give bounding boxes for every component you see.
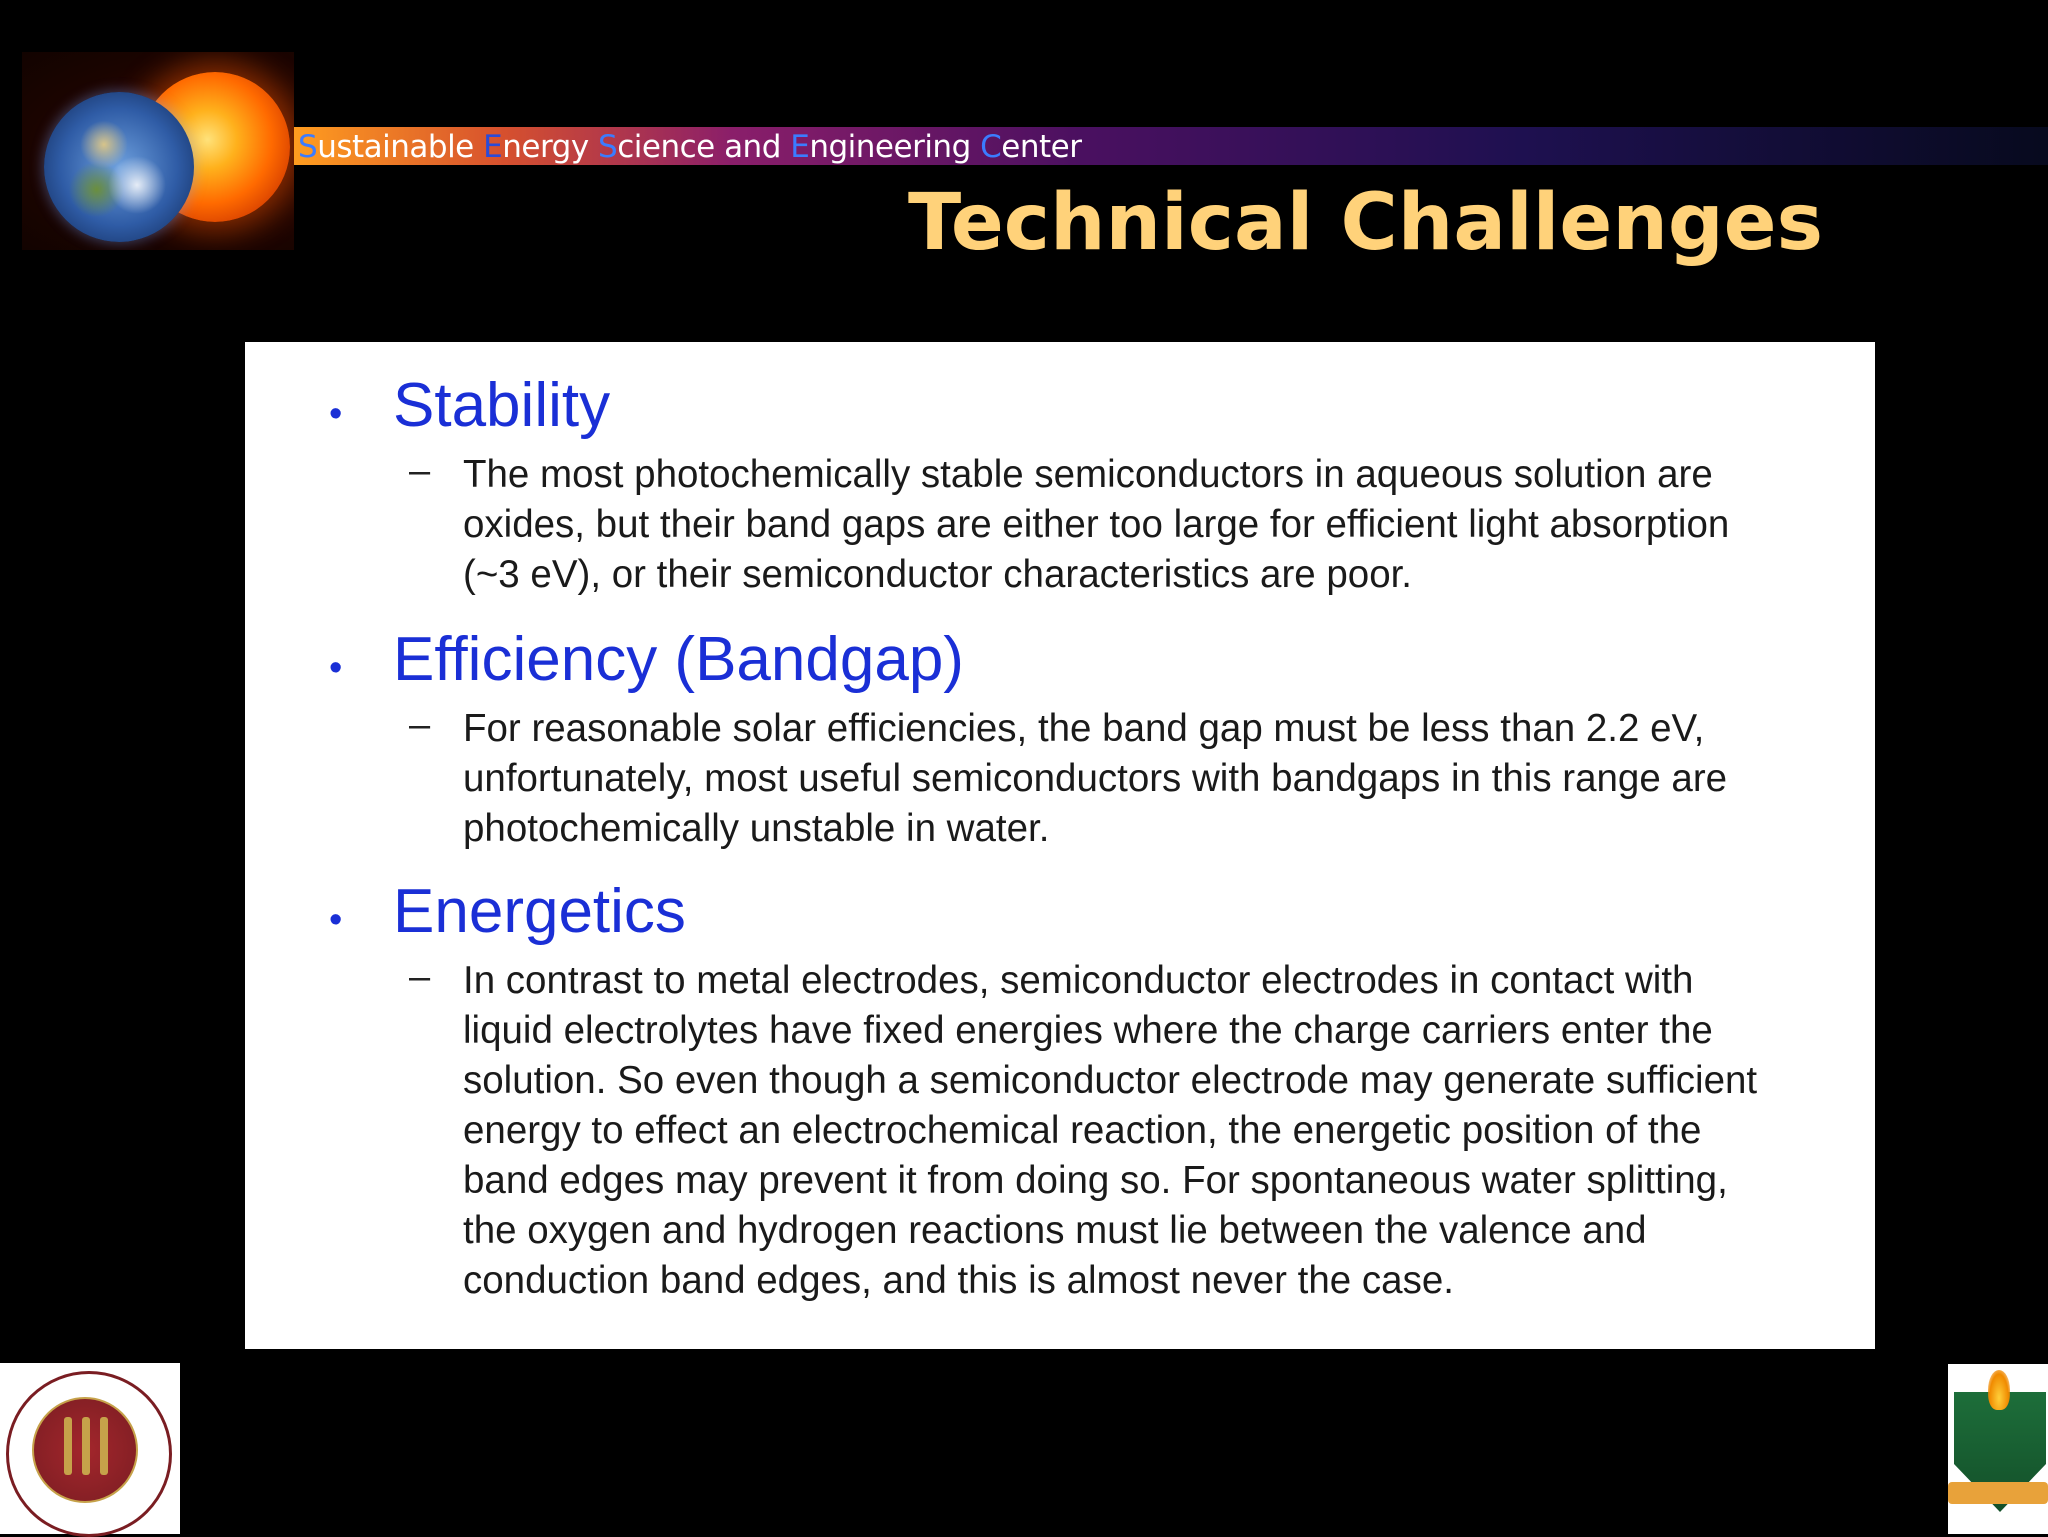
- torch-icon: [64, 1417, 72, 1475]
- sub-item-text: [463, 956, 1863, 1306]
- crest-banner: [1948, 1482, 2048, 1504]
- bullet-stability: [329, 370, 610, 441]
- text-line: photochemically unstable in water.: [463, 807, 1050, 850]
- dash-icon: –: [409, 450, 431, 492]
- sub-item-energetics: [409, 956, 1863, 1306]
- flame-icon: [1988, 1370, 2010, 1410]
- text-line: (~3 eV), or their semiconductor characteristics are poor.: [463, 553, 1413, 596]
- bullet-efficiency: [329, 624, 964, 695]
- organization-name: [298, 129, 1081, 165]
- bullet-heading: Efficiency (Bandgap): [393, 625, 964, 694]
- org-name-word: enter: [1001, 129, 1082, 165]
- org-name-initial: S: [598, 129, 618, 165]
- text-line: solution. So even though a semiconductor electrode may generate sufficient: [463, 1059, 1758, 1102]
- org-name-initial: E: [790, 129, 810, 165]
- content-panel: [245, 342, 1875, 1349]
- slide-title: Technical Challenges: [908, 178, 1824, 268]
- text-line: liquid electrolytes have fixed energies where the charge carriers enter the: [463, 1009, 1713, 1052]
- sseec-logo: [22, 52, 294, 250]
- sub-item-text: [463, 450, 1863, 600]
- seal-center: [32, 1397, 138, 1503]
- org-name-word: cience and: [617, 129, 791, 165]
- text-line: unfortunately, most useful semiconductors with bandgaps in this range are: [463, 757, 1728, 800]
- bullet-energetics: [329, 876, 686, 947]
- org-name-word: ustainable: [317, 129, 484, 165]
- org-name-initial: S: [298, 129, 318, 165]
- text-line: energy to effect an electrochemical reaction, the energetic position of the: [463, 1109, 1702, 1152]
- sub-item-efficiency: [409, 704, 1863, 854]
- org-name-word: nergy: [502, 129, 599, 165]
- famu-crest-logo: [1948, 1364, 2048, 1534]
- bullet-icon: •: [329, 899, 343, 941]
- torch-icon: [82, 1417, 90, 1475]
- org-name-word: ngineering: [809, 129, 981, 165]
- org-name-initial: E: [483, 129, 503, 165]
- header-band: [294, 127, 2048, 165]
- sub-item-text: [463, 704, 1863, 854]
- text-line: band edges may prevent it from doing so. For spontaneous water splitting,: [463, 1159, 1728, 1202]
- dash-icon: –: [409, 704, 431, 746]
- dash-icon: –: [409, 956, 431, 998]
- bullet-icon: •: [329, 393, 343, 435]
- sub-item-stability: [409, 450, 1863, 600]
- text-line: In contrast to metal electrodes, semiconductor electrodes in contact with: [463, 959, 1694, 1002]
- org-name-initial: C: [980, 129, 1002, 165]
- bullet-heading: Energetics: [393, 877, 686, 946]
- bullet-heading: Stability: [393, 371, 611, 440]
- earth-image: [44, 92, 194, 242]
- text-line: oxides, but their band gaps are either too large for efficient light absorption: [463, 503, 1730, 546]
- text-line: For reasonable solar efficiencies, the band gap must be less than 2.2 eV,: [463, 707, 1705, 750]
- text-line: the oxygen and hydrogen reactions must lie between the valence and: [463, 1209, 1647, 1252]
- torch-icon: [100, 1417, 108, 1475]
- bullet-icon: •: [329, 647, 343, 689]
- fsu-seal-logo: [0, 1363, 180, 1534]
- text-line: The most photochemically stable semiconductors in aqueous solution are: [463, 453, 1713, 496]
- text-line: conduction band edges, and this is almost never the case.: [463, 1259, 1454, 1302]
